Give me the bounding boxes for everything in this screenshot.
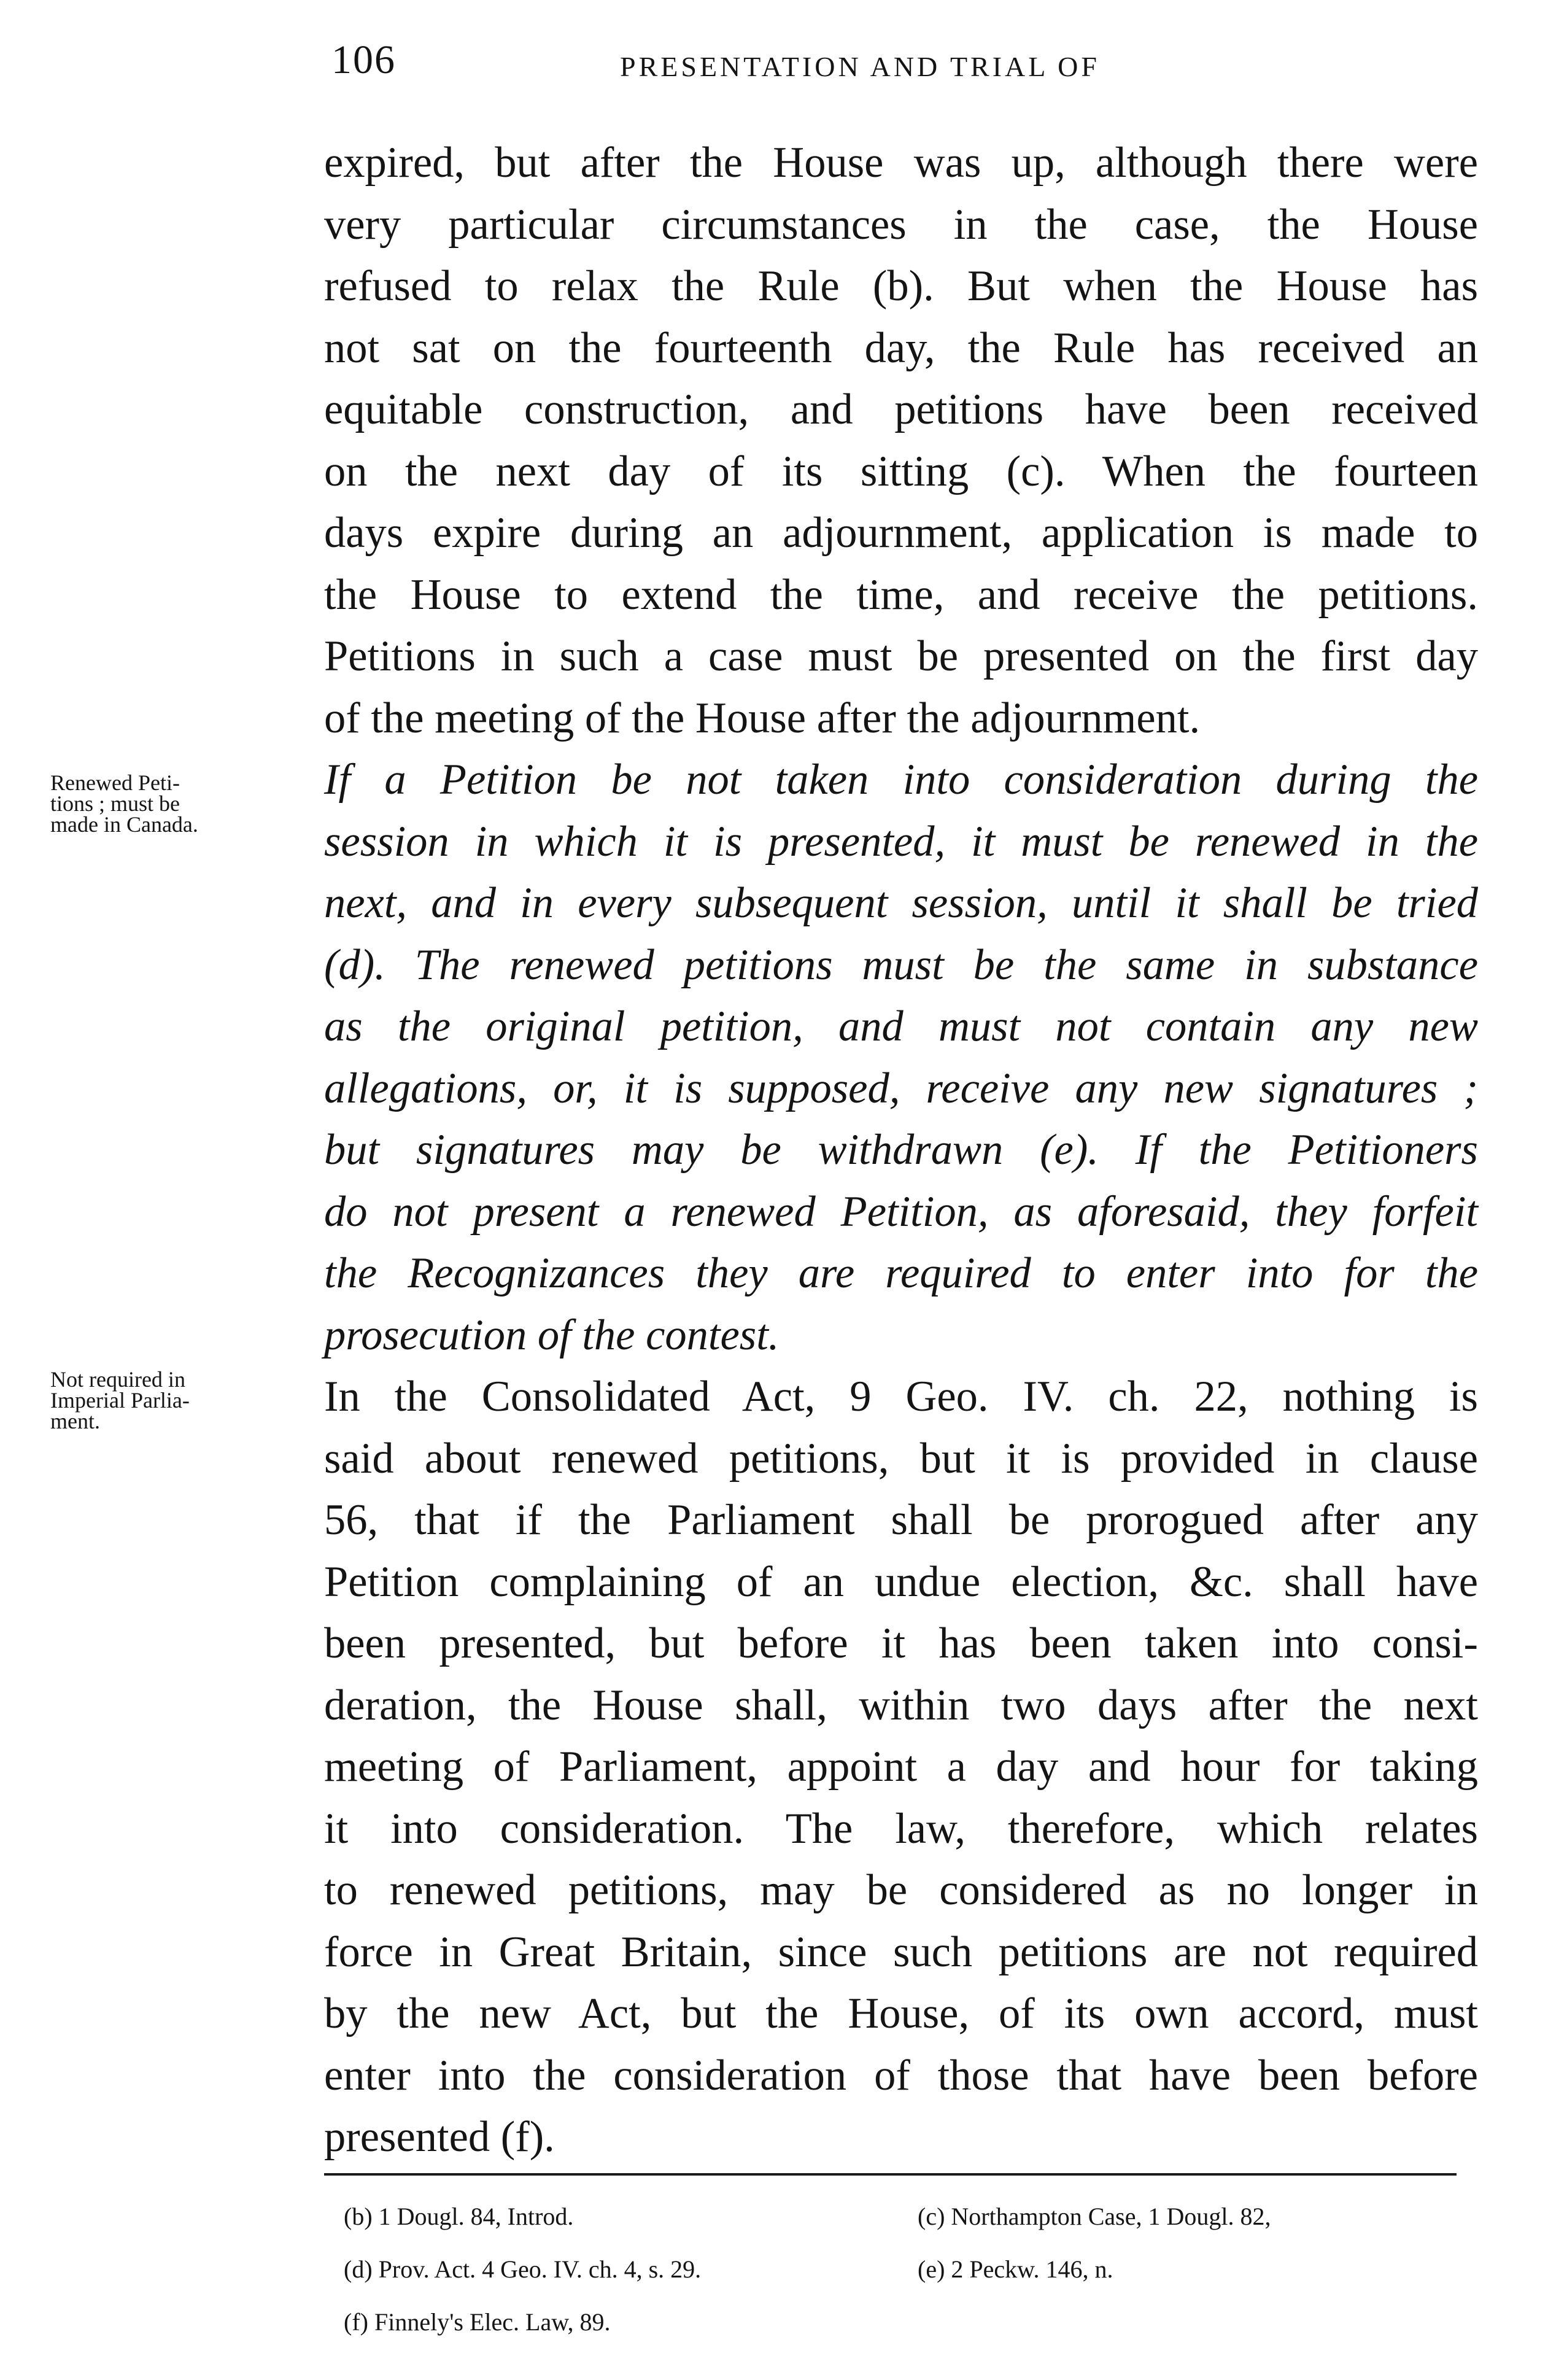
text-line: session in which it is presented, it must be renewed in the [324, 817, 1478, 866]
running-title: PRESENTATION AND TRIAL OF [620, 51, 1100, 82]
text-line: the House to extend the time, and receive the petitions. [324, 570, 1478, 619]
margin-note-line: Not required in [50, 1367, 185, 1392]
text-line: enter into the consideration of those that have been before [324, 2051, 1478, 2099]
footnote-row [344, 2190, 1473, 2243]
text-line: as the original petition, and must not contain any new [324, 1002, 1478, 1050]
text-line: of the meeting of the House after the adjournment. [324, 694, 1201, 742]
text-line: presented (f). [324, 2113, 555, 2161]
text-line: been presented, but before it has been taken into consi- [324, 1619, 1478, 1667]
footnote-row [344, 2243, 1473, 2296]
text-line: force in Great Britain, since such petitions are not required [324, 1928, 1478, 1976]
text-line: Petitions in such a case must be presented on the first day [324, 632, 1478, 680]
footnote-f: (f) Finnely's Elec. Law, 89. [344, 2308, 611, 2336]
text-line: days expire during an adjournment, application is made to [324, 509, 1478, 557]
text-line: to renewed petitions, may be considered as no longer in [324, 1866, 1478, 1914]
text-line: refused to relax the Rule (b). But when the House has [324, 262, 1478, 310]
paragraph-consolidated-act [324, 1366, 1478, 2168]
margin-note-line: made in Canada. [50, 812, 198, 837]
text-line: Petition complaining of an undue election, &c. shall have [324, 1557, 1478, 1606]
text-line: expired, but after the House was up, although there were [324, 139, 1478, 187]
text-line: very particular circumstances in the case, the House [324, 200, 1478, 249]
text-line: 56, that if the Parliament shall be prorogued after any [324, 1496, 1478, 1544]
text-line: it into consideration. The law, therefore, which relates [324, 1804, 1478, 1853]
margin-note-line: Imperial Parlia- [50, 1388, 190, 1413]
text-line: but signatures may be withdrawn (e). If the Petitioners [324, 1126, 1478, 1174]
page-number: 106 [331, 37, 396, 82]
margin-note-line: tions ; must be [50, 791, 180, 816]
text-line: not sat on the fourteenth day, the Rule has received an [324, 324, 1478, 372]
text-line: If a Petition be not taken into consideration during the [324, 756, 1478, 804]
text-line: prosecution of the contest. [324, 1311, 780, 1359]
margin-note-not-required [50, 1369, 320, 1432]
footnotes [344, 2190, 1473, 2349]
body-text [324, 132, 1478, 2168]
paragraph-renewed-petitions [324, 749, 1478, 1366]
text-line: on the next day of its sitting (c). When the fourteen [324, 447, 1478, 495]
footnote-b: (b) 1 Dougl. 84, Introd. [344, 2203, 574, 2230]
text-line: said about renewed petitions, but it is provided in clause [324, 1434, 1478, 1483]
text-line: (d). The renewed petitions must be the same in substance [324, 940, 1478, 989]
footnote-row [344, 2296, 1473, 2349]
text-line: meeting of Parliament, appoint a day and hour for taking [324, 1743, 1478, 1791]
text-line: allegations, or, it is supposed, receive any new signatures ; [324, 1064, 1478, 1112]
footnote-e: (e) 2 Peckw. 146, n. [918, 2255, 1113, 2283]
text-line: do not present a renewed Petition, as aforesaid, they forfeit [324, 1187, 1478, 1236]
margin-note-renewed-petitions [50, 772, 320, 835]
text-line: next, and in every subsequent session, until it shall be tried [324, 879, 1478, 927]
text-line: In the Consolidated Act, 9 Geo. IV. ch. 22, nothing is [324, 1373, 1478, 1421]
margin-note-line: ment. [50, 1409, 100, 1433]
footnote-divider [324, 2173, 1457, 2176]
text-line: by the new Act, but the House, of its own accord, must [324, 1990, 1478, 2037]
paragraph-fourteen-days [324, 132, 1478, 749]
footnote-d: (d) Prov. Act. 4 Geo. IV. ch. 4, s. 29. [344, 2255, 702, 2283]
text-line: deration, the House shall, within two days after the next [324, 1681, 1478, 1729]
margin-note-line: Renewed Peti- [50, 770, 180, 795]
page-header [331, 37, 1215, 110]
text-line: the Recognizances they are required to enter into for the [324, 1249, 1478, 1297]
footnote-c: (c) Northampton Case, 1 Dougl. 82, [918, 2203, 1271, 2230]
text-line: equitable construction, and petitions have been received [324, 386, 1478, 433]
